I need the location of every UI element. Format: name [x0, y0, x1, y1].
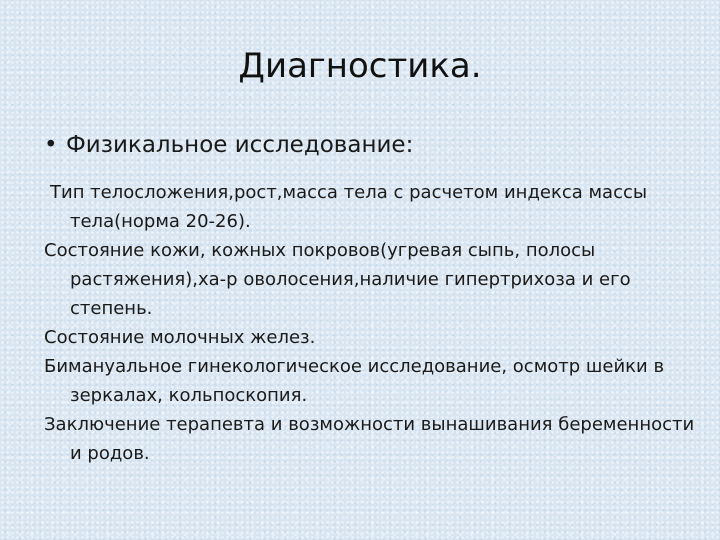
bullet-item	[44, 128, 413, 162]
bullet-text: Физикальное исследование:	[66, 132, 414, 158]
paragraph-bimanual-exam: Бимануальное гинекологическое исследование, осмотр шейки в зеркалах, кольпоскопия.	[44, 356, 665, 406]
slide-title: Диагностика.	[238, 46, 482, 86]
paragraph-body-type: Тип телосложения,рост,масса тела с расчетом индекса массы тела(норма 20-26).	[50, 182, 648, 232]
paragraph-breast-condition: Состояние молочных желез.	[44, 327, 316, 348]
paragraph-therapist-conclusion: Заключение терапевта и возможности вынашивания беременности и родов.	[44, 414, 695, 464]
paragraph-skin-condition: Состояние кожи, кожных покровов(угревая сыпь, полосы растяжения),ха-р оволосения,наличие гипертрихоза и его степень.	[44, 240, 631, 319]
body-text	[44, 178, 696, 468]
bullet-marker: •	[44, 132, 58, 158]
